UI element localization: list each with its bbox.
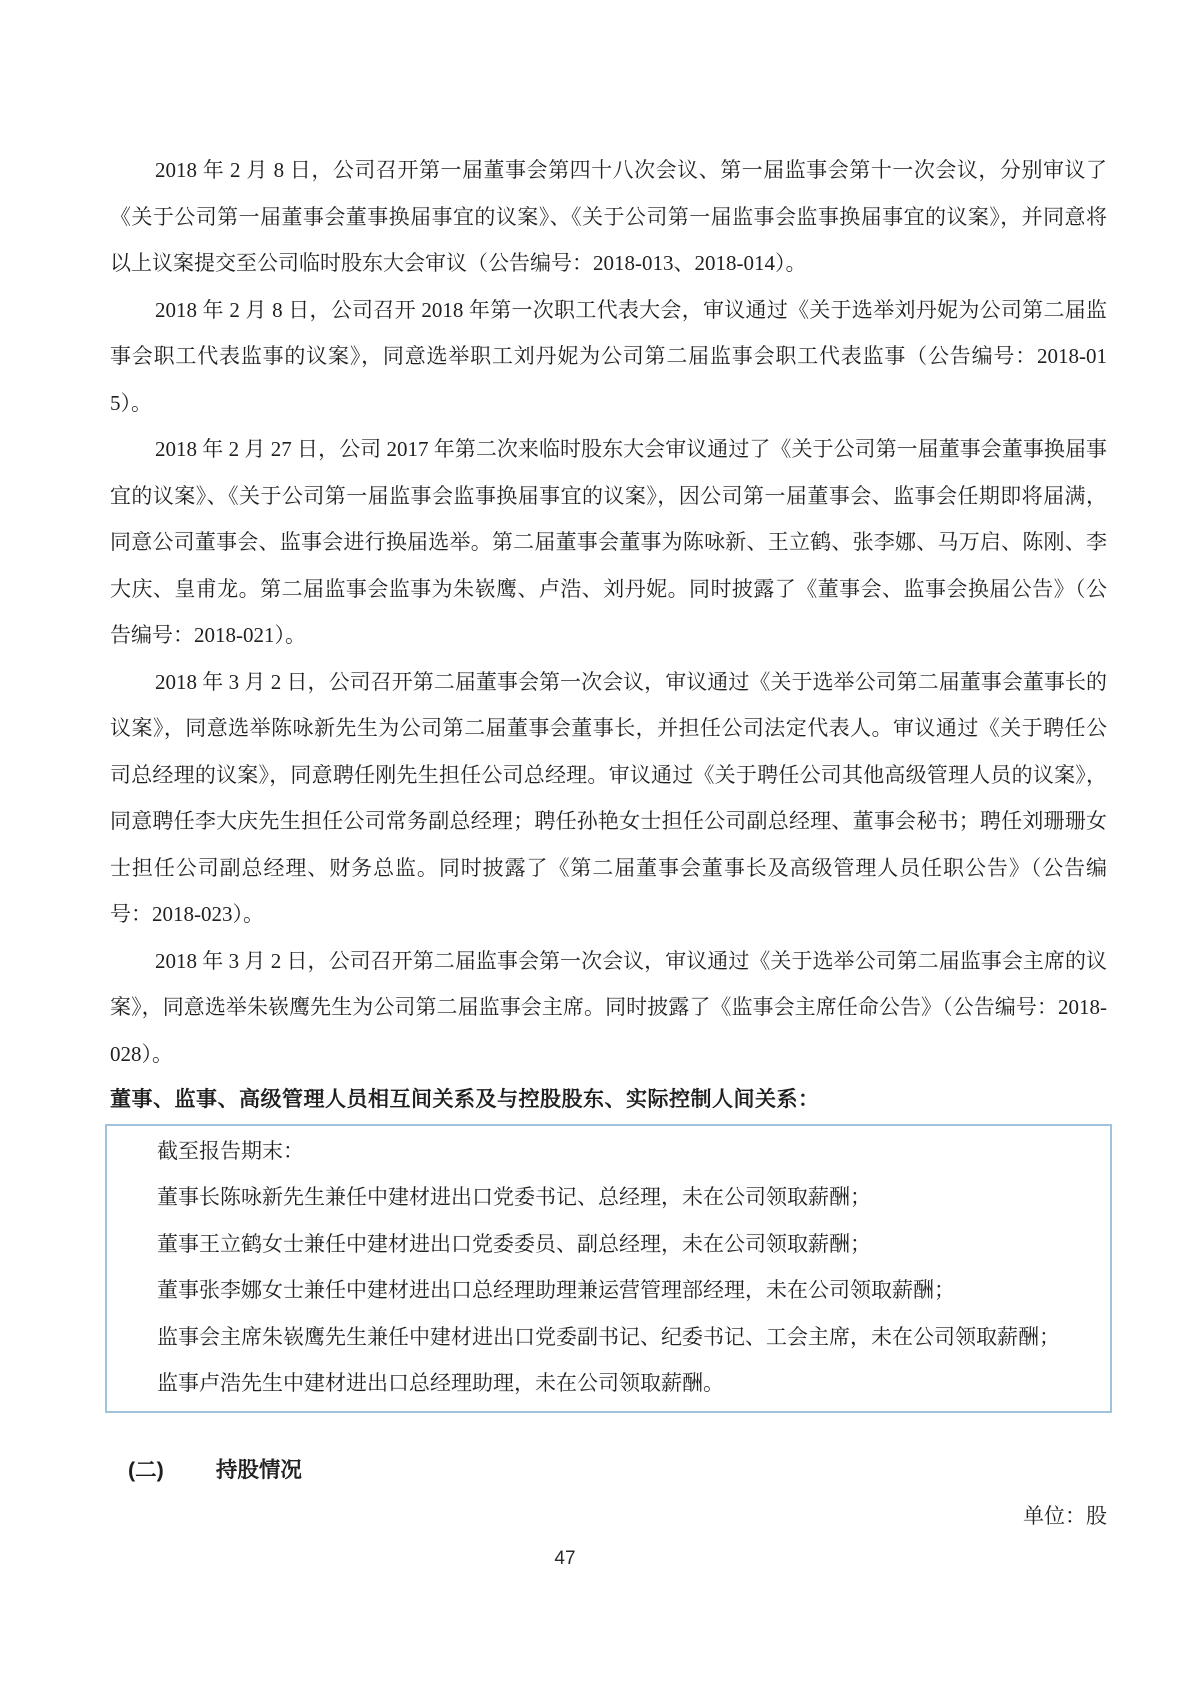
note-line: 董事王立鹤女士兼任中建材进出口党委委员、副总经理，未在公司领取薪酬； — [157, 1231, 871, 1256]
section-numbering: (二) — [128, 1457, 164, 1482]
body-paragraph: 2018 年 3 月 2 日，公司召开第二届监事会第一次会议，审议通过《关于选举公司第二届监事会主席的议案》，同意选举朱嵚鹰先生为公司第二届监事会主席。同时披露了《监事会主席任命公告》（公告编号：2018-028）。 — [110, 948, 1107, 1066]
relationship-note-box — [105, 1124, 1112, 1413]
body-paragraph: 2018 年 2 月 8 日，公司召开第一届董事会第四十八次会议、第一届监事会第十一次会议，分别审议了《关于公司第一届董事会董事换届事宜的议案》、《关于公司第一届监事会监事换届事宜的议案》，并同意将以上议案提交至公司临时股东大会审议（公告编号：2018-013、2018-014）。 — [110, 158, 1107, 275]
note-line: 董事张李娜女士兼任中建材进出口总经理助理兼运营管理部经理，未在公司领取薪酬； — [157, 1278, 955, 1302]
body-paragraph: 2018 年 3 月 2 日，公司召开第二届董事会第一次会议，审议通过《关于选举公司第二届董事会董事长的议案》，同意选举陈咏新先生为公司第二届董事会董事长，并担任公司法定代表人。审议通过《关于聘任公司总经理的议案》，同意聘任刚先生担任公司总经理。审议通过《关于聘任公司其他高级管理人员的议案》，同意聘任李大庆先生担任公司常务副总经理；聘任孙艳女士担任公司副总经理、董事会秘书；聘任刘珊珊女士担任公司副总经理、财务总监。同时披露了《第二届董事会董事长及高级管理人员任职公告》（公告编号：2018-023）。 — [110, 669, 1107, 926]
page-content — [110, 147, 1107, 1540]
page-number: 47 — [554, 1548, 576, 1569]
unit-label: 单位：股 — [1023, 1504, 1107, 1528]
note-line: 监事卢浩先生中建材进出口总经理助理，未在公司领取薪酬。 — [157, 1371, 724, 1395]
body-paragraph: 2018 年 2 月 8 日，公司召开 2018 年第一次职工代表大会，审议通过《关于选举刘丹妮为公司第二届监事会职工代表监事的议案》，同意选举职工刘丹妮为公司第二届监事会职工代表监事（公告编号：2018-015）。 — [110, 297, 1107, 415]
section-title: 持股情况 — [215, 1457, 302, 1482]
note-line: 董事长陈咏新先生兼任中建材进出口党委书记、总经理，未在公司领取薪酬； — [157, 1185, 871, 1209]
note-line: 监事会主席朱嵚鹰先生兼任中建材进出口党委副书记、纪委书记、工会主席，未在公司领取薪酬； — [157, 1324, 1060, 1349]
relationship-heading: 董事、监事、高级管理人员相互间关系及与控股股东、实际控制人间关系： — [110, 1088, 820, 1111]
section-heading — [110, 1447, 1107, 1494]
note-line: 截至报告期末： — [157, 1138, 304, 1163]
body-paragraph: 2018 年 2 月 27 日，公司 2017 年第二次来临时股东大会审议通过了《关于公司第一届董事会董事换届事宜的议案》、《关于公司第一届监事会监事换届事宜的议案》，因公司第一届董事会、监事会任期即将届满，同意公司董事会、监事会进行换届选举。第二届董事会董事为陈咏新、王立鹤、张李娜、马万启、陈刚、李大庆、皇甫龙。第二届监事会监事为朱嵚鹰、卢浩、刘丹妮。同时披露了《董事会、监事会换届公告》（公告编号：2018-021）。 — [110, 437, 1107, 647]
